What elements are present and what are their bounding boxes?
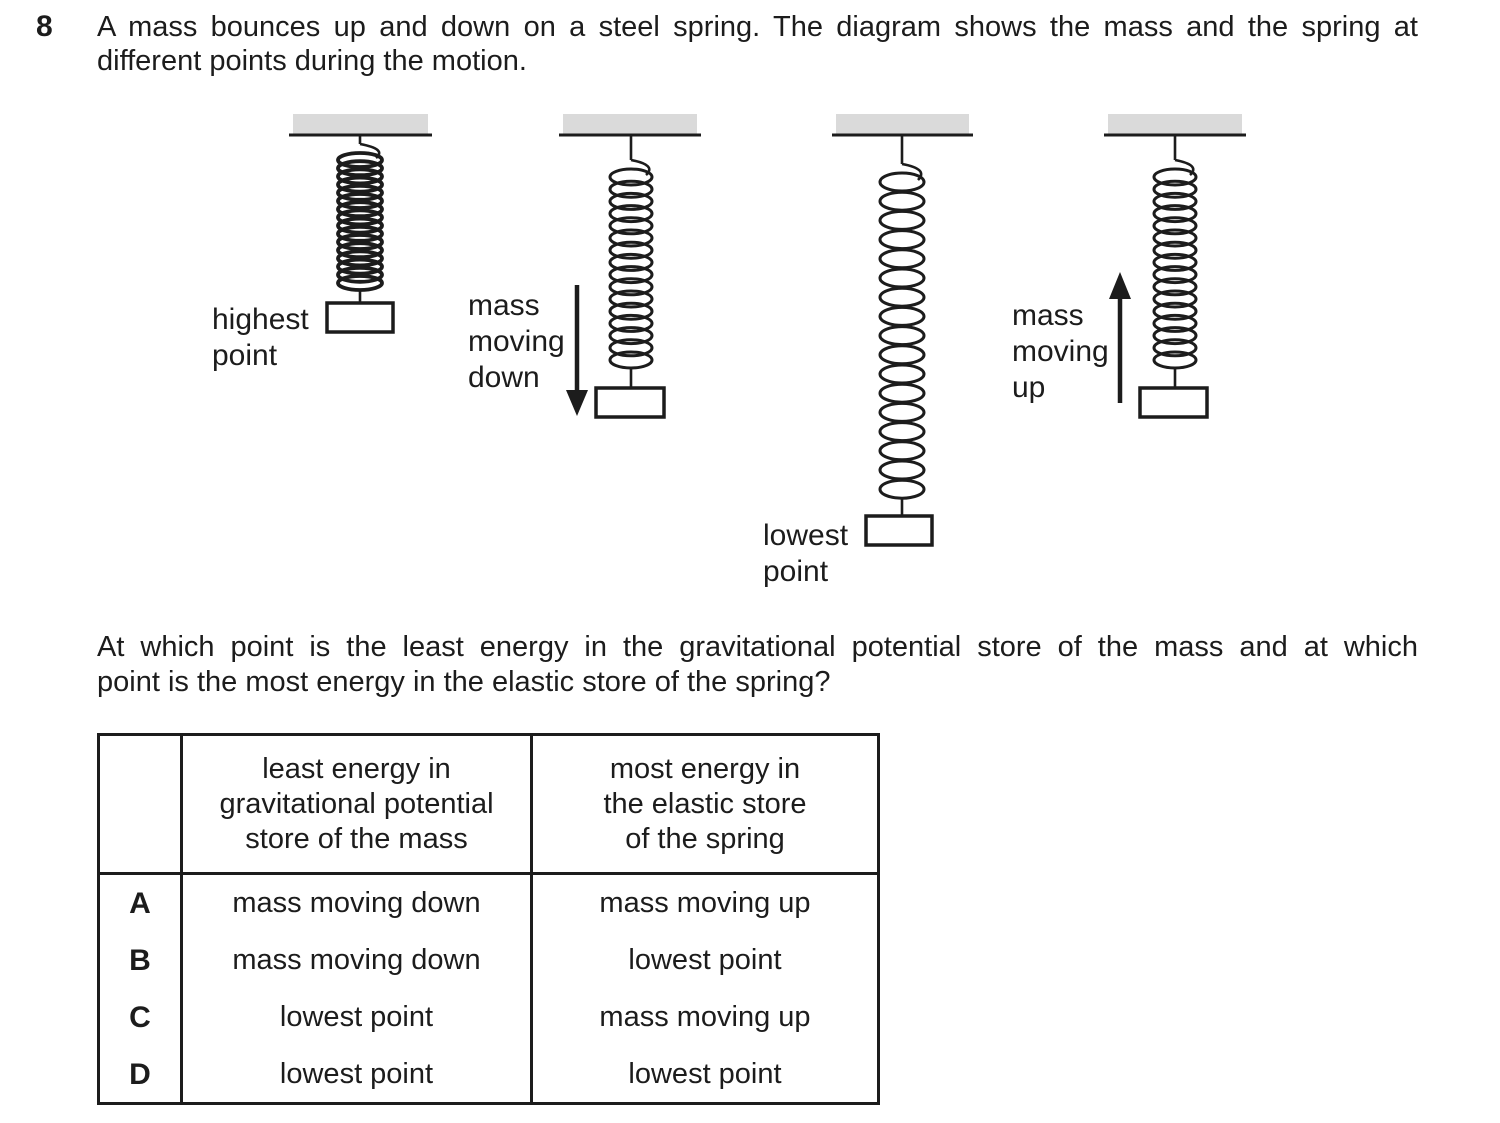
- table-row-b: [100, 932, 877, 989]
- label-highest-point: [212, 302, 309, 374]
- down-arrow-icon: [566, 285, 588, 416]
- header-line: of the spring: [625, 822, 785, 855]
- up-arrow-head: [1109, 272, 1131, 299]
- spring-coil: [880, 403, 924, 421]
- header-line: gravitational potential: [219, 787, 494, 820]
- label-line: point: [212, 339, 278, 372]
- spring-coil: [880, 173, 924, 191]
- answer-table: [97, 733, 880, 1105]
- table-row-a: [100, 875, 877, 932]
- option-letter: A: [129, 887, 151, 920]
- table-header-row: [100, 736, 877, 875]
- spring-moving-up: [1140, 136, 1207, 417]
- ceiling: [559, 114, 701, 135]
- label-line: point: [763, 555, 829, 588]
- header-gpe-cell: [180, 736, 530, 872]
- spring-coil: [880, 384, 924, 402]
- spring-coil: [880, 480, 924, 498]
- spring-coil: [880, 231, 924, 249]
- mass-block: [596, 388, 664, 417]
- label-mass-moving-down: [468, 288, 565, 396]
- label-line: moving: [468, 325, 565, 358]
- spring-coil: [880, 250, 924, 268]
- ceiling-bar: [293, 114, 428, 134]
- ceiling-bar: [836, 114, 969, 134]
- intro-line-2: different points during the motion.: [97, 45, 527, 77]
- down-arrow-head: [566, 390, 588, 416]
- spring-coil: [880, 288, 924, 306]
- ceiling: [1104, 114, 1246, 135]
- intro-line-1: A mass bounces up and down on a steel spring. The diagram shows the mass and the spring at: [97, 11, 1418, 43]
- spring-coil: [880, 346, 924, 364]
- question-number: 8: [36, 10, 53, 43]
- option-gpe-value: mass moving down: [180, 875, 530, 932]
- option-elastic-value: mass moving up: [530, 989, 877, 1046]
- header-line: the elastic store: [603, 787, 807, 820]
- option-elastic-value: lowest point: [530, 1046, 877, 1103]
- table-row-d: [100, 1046, 877, 1103]
- spring-coil: [880, 461, 924, 479]
- mass-block: [1140, 388, 1207, 417]
- header-line: store of the mass: [245, 822, 468, 855]
- label-line: moving: [1012, 335, 1109, 368]
- spring-moving-down: [596, 136, 664, 417]
- spring-coil: [880, 211, 924, 229]
- ceiling-bar: [563, 114, 697, 134]
- option-gpe-value: mass moving down: [180, 932, 530, 989]
- prompt-line-1: At which point is the least energy in the gravitational potential store of the mass and at which: [97, 631, 1418, 663]
- ceiling: [289, 114, 432, 135]
- header-elastic-cell: [530, 736, 877, 872]
- table-row-c: [100, 989, 877, 1046]
- label-line: down: [468, 361, 540, 394]
- label-line: highest: [212, 303, 309, 336]
- ceiling-bar: [1108, 114, 1242, 134]
- spring-coil: [880, 269, 924, 287]
- option-letter: B: [129, 944, 151, 977]
- label-line: lowest: [763, 519, 849, 552]
- option-elastic-value: mass moving up: [530, 875, 877, 932]
- header-line: most energy in: [609, 752, 801, 785]
- ceiling: [832, 114, 973, 135]
- prompt-line-2: point is the most energy in the elastic store of the spring?: [97, 666, 831, 698]
- spring-highest-point: [327, 136, 393, 332]
- spring-coil: [880, 423, 924, 441]
- mass-block: [327, 303, 393, 332]
- option-gpe-value: lowest point: [180, 989, 530, 1046]
- header-blank-cell: [100, 736, 180, 872]
- option-letter: C: [129, 1001, 151, 1034]
- label-line: up: [1012, 371, 1046, 404]
- label-mass-moving-up: [1012, 298, 1109, 406]
- spring-coil: [880, 442, 924, 460]
- spring-lowest-point: [866, 136, 932, 545]
- option-letter: D: [129, 1058, 151, 1091]
- spring-coil: [880, 307, 924, 325]
- spring-coil: [880, 365, 924, 383]
- question-prompt: [97, 630, 1418, 700]
- spring-coil: [880, 327, 924, 345]
- mass-block: [866, 516, 932, 545]
- label-line: mass: [1012, 299, 1084, 332]
- label-lowest-point: [763, 518, 848, 590]
- option-elastic-value: lowest point: [530, 932, 877, 989]
- up-arrow-icon: [1109, 272, 1131, 403]
- option-gpe-value: lowest point: [180, 1046, 530, 1103]
- spring-coil: [880, 192, 924, 210]
- header-line: least energy in: [262, 752, 451, 785]
- label-line: mass: [468, 289, 540, 322]
